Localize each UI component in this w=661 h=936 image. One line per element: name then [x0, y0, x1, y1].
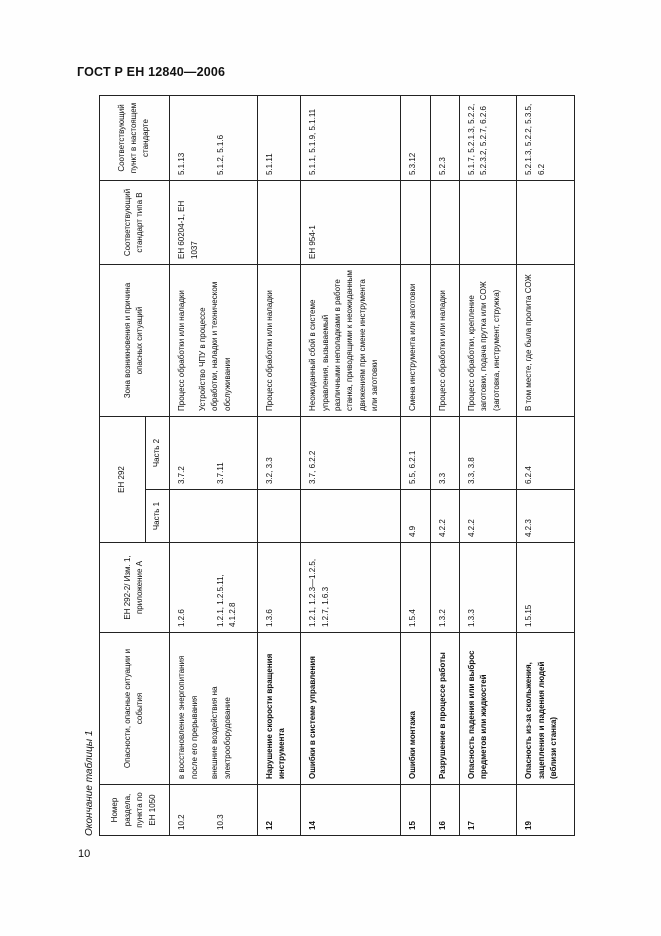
cell-zone: Неожиданный сбой в системе управления, вызываемый различными неполадками в работе станка, приводящими к неожиданным движениям при смене инструмента или заготовки — [301, 265, 401, 417]
cell-num-a: 10.2 — [177, 814, 187, 830]
header-clause: Соответствующий пункт в настоящем стандарте — [100, 96, 170, 181]
cell-en292-2-a: 1.2.6 — [177, 609, 187, 627]
table-row — [459, 96, 517, 836]
cell-hazard-a: в восстановление энергопитания после его прерывания — [177, 655, 199, 779]
cell-hazard: Ошибки в системе управления — [301, 633, 401, 785]
cell-en292-2: 1.3.2 — [430, 543, 459, 633]
page-number: 10 — [78, 848, 91, 860]
header-en292: ЕН 292 — [100, 417, 146, 543]
table-row — [430, 96, 459, 836]
cell-zone-a: Процесс обработки или наладки — [177, 290, 187, 411]
cell-en292-2: 1.3.6 — [257, 543, 300, 633]
cell-part1: 4.2.2 — [459, 490, 517, 543]
cell-part2: 5.5, 6.2.1 — [401, 417, 430, 490]
header-zone: Зона возникновения и причина опасных ситуаций — [100, 265, 170, 417]
table-header-row — [100, 96, 146, 836]
cell-zone: Процесс обработки или наладки — [430, 265, 459, 417]
cell-clause: 5.2.1.3, 5.2.2, 5.3.5, 6.2 — [517, 96, 575, 181]
cell-num: 14 — [301, 785, 401, 836]
cell-clause: 5.1.7, 5.2.1.3, 5.2.2, 5.2.3.2, 5.2.7, 6.2.6 — [459, 96, 517, 181]
cell-hazard-b: внешние воздействия на электрооборудование — [210, 686, 232, 779]
cell-part2: 6.2.4 — [517, 417, 575, 490]
cell-part2: 3.2, 3.3 — [257, 417, 300, 490]
cell-std-b: ЕН 60204-1, ЕН 1037 — [170, 181, 257, 265]
cell-num: 17 — [459, 785, 517, 836]
cell-part1 — [257, 490, 300, 543]
cell-part1 — [170, 490, 257, 543]
cell-en292-2 — [170, 543, 257, 633]
header-part2: Часть 2 — [146, 417, 170, 490]
cell-part2: 3.3 — [430, 417, 459, 490]
cell-num — [170, 785, 257, 836]
cell-en292-2: 1.2.1, 1.2.3—1.2.5, 1.2.7, 1.6.3 — [301, 543, 401, 633]
table-row — [517, 96, 575, 836]
cell-clause-a: 5.1.13 — [177, 152, 187, 175]
cell-num: 19 — [517, 785, 575, 836]
header-std-b: Соответствующий стандарт типа В — [100, 181, 170, 265]
cell-part2: 3.3, 3.8 — [459, 417, 517, 490]
cell-std-b — [459, 181, 517, 265]
cell-hazard: Нарушение скорости вращения инструмента — [257, 633, 300, 785]
cell-num: 12 — [257, 785, 300, 836]
cell-clause: 5.3.12 — [401, 96, 430, 181]
header-num: Номер раздела, пункта по ЕН 1050 — [100, 785, 170, 836]
cell-clause: 5.1.1, 5.1.9, 5.1.11 — [301, 96, 401, 181]
cell-part1: 4.2.3 — [517, 490, 575, 543]
cell-std-b: ЕН 954-1 — [301, 181, 401, 265]
cell-hazard: Опасность падения или выброс предметов или жидкостей — [459, 633, 517, 785]
table-row — [170, 96, 257, 836]
cell-hazard: Опасность из-за скольжения, зацепления и падения людей (вблизи станка) — [517, 633, 575, 785]
table-row — [301, 96, 401, 836]
cell-num: 16 — [430, 785, 459, 836]
cell-part2-b: 3.7.11 — [215, 462, 225, 484]
cell-part1 — [301, 490, 401, 543]
header-part1: Часть 1 — [146, 490, 170, 543]
table-row — [401, 96, 430, 836]
cell-clause — [170, 96, 257, 181]
cell-hazard: Разрушение в процессе работы — [430, 633, 459, 785]
cell-zone: В том месте, где была пролита СОЖ — [517, 265, 575, 417]
document-header: ГОСТ Р ЕН 12840—2006 — [77, 65, 226, 79]
cell-clause: 5.1.11 — [257, 96, 300, 181]
cell-en292-2: 1.3.3 — [459, 543, 517, 633]
table-row — [257, 96, 300, 836]
cell-part2 — [170, 417, 257, 490]
cell-zone — [170, 265, 257, 417]
cell-hazard: Ошибки монтажа — [401, 633, 430, 785]
cell-std-b — [430, 181, 459, 265]
cell-zone: Процесс обработки, крепление заготовки, подача прутка или СОЖ (заготовка, инструмент, стружка) — [459, 265, 517, 417]
cell-num: 15 — [401, 785, 430, 836]
cell-en292-2: 1.5.15 — [517, 543, 575, 633]
cell-part2-a: 3.7.2 — [177, 466, 187, 484]
header-hazard: Опасности, опасные ситуации и события — [100, 633, 170, 785]
cell-zone: Смена инструмента или заготовки — [401, 265, 430, 417]
cell-zone-b: Устройство ЧПУ в процессе обработки, наладки и техническом обслуживании — [197, 281, 232, 411]
cell-std-b — [401, 181, 430, 265]
rotated-table-container — [84, 81, 574, 836]
hazard-table — [99, 95, 575, 836]
cell-std-b — [257, 181, 300, 265]
cell-num-b: 10.3 — [215, 814, 225, 830]
cell-clause: 5.2.3 — [430, 96, 459, 181]
cell-clause-b: 5.1.2, 5.1.6 — [215, 134, 225, 175]
cell-en292-2-b: 1.2.1, 1.2.5.11, 4.1.2.8 — [215, 574, 238, 627]
cell-en292-2: 1.5.4 — [401, 543, 430, 633]
cell-zone: Процесс обработки или наладки — [257, 265, 300, 417]
cell-hazard — [170, 633, 257, 785]
table-caption: Окончание таблицы 1 — [84, 730, 95, 836]
cell-part1: 4.9 — [401, 490, 430, 543]
header-en292-2: ЕН 292-2/ Изм. 1, приложение А — [100, 543, 170, 633]
cell-part2: 3.7, 6.2.2 — [301, 417, 401, 490]
cell-std-b — [517, 181, 575, 265]
cell-part1: 4.2.2 — [430, 490, 459, 543]
